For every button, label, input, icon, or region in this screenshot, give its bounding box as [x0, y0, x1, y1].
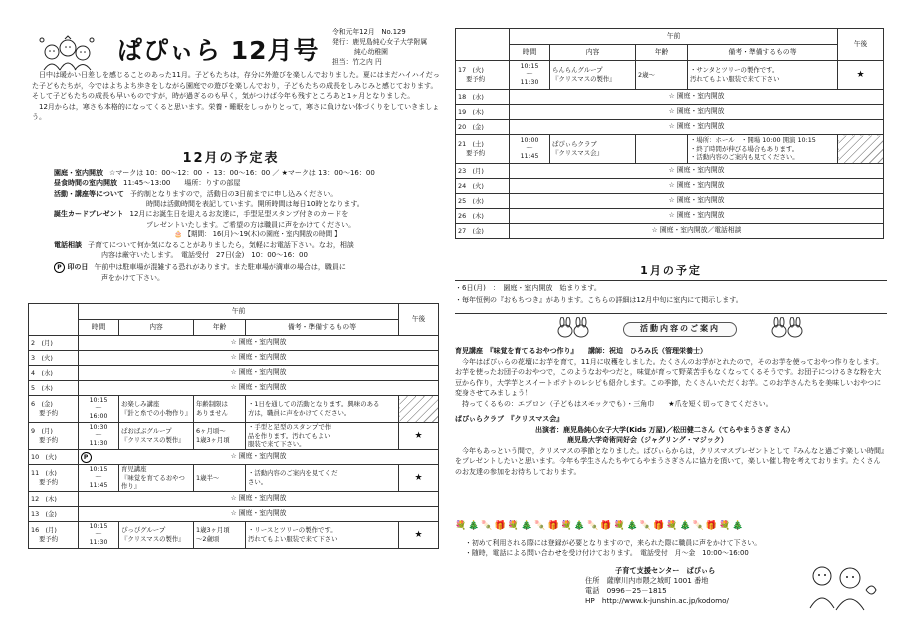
content-text: 育児講座: [121, 465, 147, 474]
open-day-cell: [510, 105, 884, 120]
calendar-row: [456, 194, 884, 209]
staff: 担当：竹之内 円: [332, 57, 382, 66]
lunch-text: 11:45～13:00 場所：りすの部屋: [123, 179, 241, 188]
age-text: 年齢制限は: [196, 400, 228, 409]
age-cell: [194, 465, 246, 492]
notes-cell: [246, 465, 399, 492]
open-day-cell: [510, 224, 884, 239]
date-cell: [29, 396, 79, 423]
date: 24 (火): [458, 181, 484, 190]
time-text: ～: [526, 145, 533, 153]
content-header: 内容: [119, 320, 194, 336]
open-day-text: ☆ 園庭・室内開放: [668, 92, 725, 101]
date-cell: [456, 135, 510, 164]
date: 17 (火): [458, 66, 484, 75]
publisher: 発行：鹿児島純心女子大学附属: [332, 37, 428, 46]
time-text: 11:30: [520, 78, 539, 86]
time-text: 10:15: [520, 63, 539, 71]
note-item: ・随時，電話による問い合わせを受け付けております。 電話受付 月～金 10:00～16:00: [465, 549, 749, 558]
time-text: 11:45: [89, 481, 108, 489]
time-cell: [79, 522, 119, 549]
notes-text: ・サンタとツリーの製作です。: [690, 66, 779, 75]
date: 6 (金): [31, 400, 53, 409]
content-cell: [550, 135, 636, 164]
open-day-cell: [79, 450, 439, 465]
content-text: 『味覚を育てるおやつ作り』: [121, 473, 185, 491]
date-cell: [456, 209, 510, 224]
activities-section: [455, 346, 887, 477]
time-text: 10:15: [89, 466, 108, 474]
calendar-row: [29, 396, 439, 423]
age-cell: [636, 135, 688, 164]
divider: [455, 313, 887, 314]
open-day-cell: [510, 179, 884, 194]
time-text: 10:15: [89, 397, 108, 405]
activity-label: 活動・講座等について: [54, 189, 124, 198]
date: 12 (木): [31, 494, 57, 503]
date-cell: [29, 423, 79, 450]
content-text: 『クリスマスの製作』: [552, 75, 616, 83]
open-day-text: ☆ 園庭・室内開放: [230, 452, 287, 461]
date-cell: [29, 366, 79, 381]
children-illustration: [38, 34, 96, 72]
phone-text: 子育てについて何か気になることがありましたら，気軽にお電話下さい。なお，相談: [88, 240, 354, 249]
time-text: 10:00: [520, 137, 539, 145]
open-day-cell: [510, 164, 884, 179]
time-text: ～: [95, 405, 102, 413]
time-text: ～: [526, 71, 533, 79]
afternoon-cell: [399, 396, 439, 423]
time-text: ～: [95, 474, 102, 482]
am-header: 午前: [79, 304, 399, 320]
notes-text: ・手型と足型のスタンプで作: [248, 423, 332, 432]
open-day-text: ☆ 園庭・室内開放: [230, 338, 287, 347]
children-illustration: [800, 560, 880, 612]
star-icon: ★: [414, 430, 423, 441]
intro-text: [32, 70, 442, 123]
january-item: ・6日(月) ： 園庭・室内開放 始まります。: [455, 284, 601, 292]
plan-details: [54, 168, 446, 283]
time-text: 11:45: [520, 152, 539, 160]
date: 10 (火): [31, 452, 57, 461]
date: 13 (金): [31, 509, 57, 518]
birthday-text: プレゼントいたします。ご希望の方は職員に声をかけてください。: [146, 220, 356, 229]
calendar-row: [456, 209, 884, 224]
open-day-text: ☆ 園庭・室内開放／電話相談: [651, 226, 742, 235]
star-icon: ★: [414, 529, 423, 540]
age-text: 1歳半～: [196, 473, 220, 482]
afternoon-cell: [399, 522, 439, 549]
content-cell: [550, 61, 636, 90]
time-text: ～: [95, 531, 102, 539]
parking-label: P 印の日: [54, 262, 88, 273]
date-header: [456, 29, 510, 61]
age-cell: [636, 61, 688, 90]
date: 25 (水): [458, 196, 484, 205]
parking-icon: P: [81, 452, 92, 463]
calendar-row: [456, 105, 884, 120]
date-cell: [29, 381, 79, 396]
notes-text: ・終了時間が伸びる場合もあります。: [690, 144, 799, 153]
date-cell: [456, 120, 510, 135]
time-header: 時間: [79, 320, 119, 336]
star-icon: ★: [856, 69, 865, 80]
reservation-required: 要予約: [466, 75, 486, 83]
calendar-row: [29, 522, 439, 549]
bunny-illustration: [769, 317, 805, 339]
calendar-row: [29, 492, 439, 507]
date: 5 (木): [31, 383, 53, 392]
notes-text: さい。: [248, 478, 268, 486]
open-day-text: ☆ 園庭・室内開放: [668, 122, 725, 131]
lecture-body: 今年はぱぴぃらの花壇にお芋を育て，11月に収穫をしました。たくさんのお芋がとれたので，そのお芋を使っておやつ作りをします。お芋を使ったお団子のおやつで，このようなおやつだと，味覚が育って野菜苦手もなくなってくるそうです。お団子につけるきな粉を大豆から作り，大学芋とスイートポテトのレシピも紹介します。この季節，たくさんいただくお芋。このお芋さんたちを美味しいおやつに変身させてみましょう！: [455, 357, 884, 397]
time-cell: [79, 465, 119, 492]
notes-text: 方は，職員に声をかけてください。: [248, 409, 351, 417]
open-day-cell: [79, 336, 439, 351]
date-cell: [456, 164, 510, 179]
date: 23 (月): [458, 166, 484, 175]
open-day-text: ☆ 園庭・室内開放: [230, 368, 287, 377]
calendar-row: [29, 336, 439, 351]
content-cell: [119, 465, 194, 492]
phone-label: 電話相談: [54, 240, 82, 249]
lunch-label: 昼食時間の室内開放: [54, 179, 117, 188]
date: 18 (水): [458, 92, 484, 101]
calendar-row: [456, 90, 884, 105]
date-cell: [456, 224, 510, 239]
open-day-text: ☆ 園庭・室内開放: [668, 196, 725, 205]
age-text: 2歳～: [638, 70, 655, 79]
time-text: 16:00: [89, 412, 108, 420]
newsletter-title: ぱぴぃら 12月号: [117, 36, 320, 65]
time-cell: [510, 135, 550, 164]
content-text: 『クリスマスの製作』: [121, 535, 185, 543]
birthday-label: 誕生カードプレゼント: [54, 210, 124, 219]
date: 2 (月): [31, 338, 53, 347]
date-header: [29, 304, 79, 336]
date: 3 (火): [31, 353, 53, 362]
open-day-cell: [79, 381, 439, 396]
lecture-title: 育児講座 『味覚を育てるおやつ作り』 講師：祝迫 ひろみ氏（管理栄養士）: [455, 347, 707, 355]
phone-text: 内容は厳守いたします。 電話受付 27日(金) 10：00～16：00: [101, 251, 308, 260]
calendar-row: [456, 224, 884, 239]
reservation-required: 要予約: [39, 535, 59, 543]
date: 21 (土): [458, 140, 484, 149]
age-header: 年齢: [636, 45, 688, 61]
contact-footer: [585, 566, 729, 606]
age-cell: [194, 396, 246, 423]
notes-text: 汚れてもよい服装で来て下さい: [248, 535, 338, 543]
bunny-illustration: [555, 317, 591, 339]
star-icon: ★: [414, 472, 423, 483]
plan-heading: 12月の予定表: [182, 151, 280, 166]
notes-text: 汚れてもよい服装で来て下さい: [690, 75, 780, 83]
pm-header: 午後: [838, 29, 884, 61]
calendar-row: [29, 381, 439, 396]
date: 11 (水): [31, 469, 57, 478]
age-cell: [194, 423, 246, 450]
open-day-text: ☆ 園庭・室内開放: [230, 353, 287, 362]
birthday-period: [54, 230, 446, 240]
notes-text: ・リースとツリーの製作です。: [248, 526, 337, 535]
notes-text: ・活動内容のご案内も見てください。: [690, 153, 799, 162]
age-cell: [194, 522, 246, 549]
age-text: ～2歳頃: [196, 535, 220, 543]
reservation-required: 要予約: [39, 478, 59, 486]
content-text: ぱぴぃらクラブ: [552, 140, 597, 149]
reservation-required: 要予約: [39, 436, 59, 444]
notes-text: ・場所：ホール ・開場 10:00 開演 10:15: [690, 136, 816, 145]
divider: [455, 280, 887, 281]
content-cell: [119, 396, 194, 423]
open-day-cell: [79, 507, 439, 522]
date: 16 (月): [31, 526, 57, 535]
january-plan: [455, 283, 887, 306]
reservation-required: 要予約: [39, 409, 59, 417]
notes-cell: [246, 522, 399, 549]
time-cell: [79, 423, 119, 450]
date-cell: [456, 61, 510, 90]
time-cell: [510, 61, 550, 90]
website: HP http://www.k-junshin.ac.jp/kodomo/: [585, 596, 729, 606]
reservation-required: 要予約: [466, 149, 486, 157]
activities-heading-box: [555, 317, 805, 339]
notes-text: 品を作ります。汚れてもよい: [248, 431, 331, 440]
age-text: 6ヶ月頃～: [196, 427, 226, 436]
date: 20 (金): [458, 122, 484, 131]
notes-text: 服装で来て下さい。: [248, 440, 306, 449]
december-calendar-left: [28, 303, 439, 549]
content-header: 内容: [550, 45, 636, 61]
date: 4 (水): [31, 368, 53, 377]
parking-icon: P: [54, 262, 65, 273]
open-day-cell: [79, 366, 439, 381]
parking-text: 声をかけて下さい。: [101, 273, 164, 282]
notes-header: 備考・準備するもの等: [688, 45, 838, 61]
age-text: 1歳3ヶ月頃: [196, 436, 230, 444]
calendar-row: [456, 135, 884, 164]
address: 住所 薩摩川内市隈之城町 1001 番地: [585, 576, 709, 586]
january-heading: 1月の予定: [640, 264, 702, 277]
notes-header: 備考・準備するもの等: [246, 320, 399, 336]
date-cell: [29, 351, 79, 366]
time-text: 11:30: [89, 439, 108, 447]
open-day-text: ☆ 園庭・室内開放: [668, 166, 725, 175]
parking-text: 午前中は駐車場が混雑する恐れがあります。また駐車場が満車の場合は，職員に: [94, 262, 346, 271]
calendar-row: [29, 507, 439, 522]
content-text: ぱおばぶグループ: [121, 427, 172, 436]
time-header: 時間: [510, 45, 550, 61]
date-cell: [29, 465, 79, 492]
age-text: ありません: [196, 409, 228, 417]
open-day-cell: [510, 90, 884, 105]
time-text: ～: [95, 432, 102, 440]
calendar-row: [456, 120, 884, 135]
open-day-cell: [510, 194, 884, 209]
club-performers: 鹿児島大学奇術同好会（ジャグリング・マジック）: [567, 436, 728, 444]
date: 26 (木): [458, 211, 484, 220]
date: 9 (月): [31, 427, 53, 436]
decorative-border: 💐🎄🍡🎁💐🎄🍡🎁💐🎄🍡🎁💐🎄🍡🎁💐🎄🍡🎁💐🎄: [455, 521, 746, 531]
birthday-text: 12月にお誕生日を迎えるお友達に，手型足型スタンプ付きのカードを: [129, 210, 349, 219]
club-performers: 出演者：鹿児島純心女子大学(Kids 万屋)／松田健二さん（てらやまうさぎ さん）: [535, 425, 795, 434]
afternoon-cell: [838, 61, 884, 90]
usage-notes: [465, 538, 761, 559]
open-day-text: ☆ 園庭・室内開放: [668, 211, 725, 220]
january-item: ・毎年恒例の『おもちつき』があります。こちらの詳細は12月中旬に室内にて掲示します。: [455, 295, 743, 304]
calendar-row: [456, 164, 884, 179]
date-cell: [29, 507, 79, 522]
content-text: らんらんグループ: [552, 66, 603, 75]
afternoon-cell: [399, 465, 439, 492]
notes-cell: [688, 61, 838, 90]
open-day-text: ☆ 園庭・室内開放: [230, 509, 287, 518]
date-cell: [29, 336, 79, 351]
time-cell: [79, 396, 119, 423]
lecture-items: 持ってくるもの：エプロン（子どもはスモックでも）・三角巾 ★爪を短く切ってきてください。: [462, 399, 773, 408]
calendar-row: [29, 366, 439, 381]
calendar-row: [29, 423, 439, 450]
time-text: 11:30: [89, 538, 108, 546]
open-day-cell: [510, 120, 884, 135]
afternoon-cell: [838, 135, 884, 164]
note-item: ・初めて利用される際には登録が必要となりますので，来られた際に職員に声をかけて下さい。: [465, 539, 762, 547]
activity-text: 時間は活動時間を表記しています。開所時間は毎日10時となります。: [146, 200, 364, 209]
issue-number: 令和元年12月 No.129: [332, 28, 406, 36]
calendar-row: [456, 179, 884, 194]
notes-cell: [688, 135, 838, 164]
birthday-period-text: 【期間： 16(月)～19(木)の園庭・室内開放の時間 】: [184, 230, 341, 239]
open-day-text: ☆ 園庭・室内開放: [668, 107, 725, 116]
open-day-text: ☆ 園庭・室内開放: [230, 383, 287, 392]
publisher-line2: 純心幼稚園: [354, 47, 388, 56]
content-text: 『クリスマスの製作』: [121, 436, 185, 444]
date-cell: [29, 492, 79, 507]
open-day-text: ☆ 園庭・室内開放: [668, 181, 725, 190]
open-label: 園庭・室内開放: [54, 169, 103, 177]
december-calendar-right: [455, 28, 884, 239]
date-cell: [456, 105, 510, 120]
date-cell: [29, 450, 79, 465]
open-day-cell: [510, 209, 884, 224]
calendar-row: [456, 61, 884, 90]
notes-cell: [246, 396, 399, 423]
afternoon-cell: [399, 423, 439, 450]
date-cell: [456, 90, 510, 105]
intro-paragraph: 12月からは，寒さも本格的になってくると思います。栄養・睡眠をしっかりとって，寒さに負けない体づくりをしていきましょう。: [32, 102, 440, 121]
date: 19 (木): [458, 107, 484, 116]
pm-header: 午後: [399, 304, 439, 336]
open-day-cell: [79, 492, 439, 507]
org-name: 子育て支援センター ぱぴぃら: [615, 566, 716, 575]
content-text: 『針と糸での小物作り』: [121, 409, 192, 417]
content-cell: [119, 423, 194, 450]
cake-icon: 🎂: [174, 230, 183, 239]
date-cell: [456, 194, 510, 209]
content-text: 『クリスマス会』: [552, 149, 603, 157]
calendar-row: [29, 465, 439, 492]
issue-info: [332, 28, 427, 67]
notes-cell: [246, 423, 399, 450]
time-text: 10:15: [89, 523, 108, 531]
content-text: お楽しみ講座: [121, 400, 160, 409]
phone: 電話 0996－25－1815: [585, 586, 667, 596]
content-text: ぴっぴグループ: [121, 526, 166, 535]
notes-text: ・活動内容のご案内を見てくだ: [248, 469, 338, 478]
club-title: ぱぴぃらクラブ 『クリスマス会』: [455, 415, 564, 423]
calendar-row: [29, 450, 439, 465]
time-text: 10:30: [89, 424, 108, 432]
am-header: 午前: [510, 29, 838, 45]
open-text: ☆マークは 10：00～12：00 ・ 13：00～16：00 ／ ★マークは 13：00～16：00: [109, 169, 375, 177]
age-text: 1歳3ヶ月頃: [196, 526, 230, 535]
activity-text: 予約制となりますので，活動日の3日前までに申し込みください。: [129, 189, 338, 198]
activities-heading: 活動内容のご案内: [623, 322, 737, 337]
club-body: 今年もあっという間で，クリスマスの季節となりました。ぱぴぃらからは，クリスマスプレゼントとして『みんなと過ごす楽しい時間』をプレゼントしたいと思います。今年も学生さんたちやてらやまうさぎさんに協力を頂いて，楽しい催し物を考えております。たくさんのお友達の参加をお待ちしております。: [455, 446, 885, 476]
date-cell: [456, 179, 510, 194]
notes-text: ・1日を通しての活動となります。興味のある: [248, 400, 380, 409]
date: 27 (金): [458, 226, 484, 235]
open-day-cell: [79, 351, 439, 366]
open-day-text: ☆ 園庭・室内開放: [230, 494, 287, 503]
content-cell: [119, 522, 194, 549]
calendar-row: [29, 351, 439, 366]
age-header: 年齢: [194, 320, 246, 336]
intro-paragraph: 日中は暖かい日差しを感じることのあった11月。子どもたちは，存分に外遊びを楽しんでおりました。夏にはまだハイハイだった子どもたちが，今ではよちよち歩きをしながら園庭での遊びを楽しんでおり，子どもたちの成長をしみじみと感じております。そして子どもたちの成長も早いものですが，時が過ぎるのも早く，気がつけば今年も残すところあと1ヶ月となりました。: [32, 71, 440, 100]
date-cell: [29, 522, 79, 549]
